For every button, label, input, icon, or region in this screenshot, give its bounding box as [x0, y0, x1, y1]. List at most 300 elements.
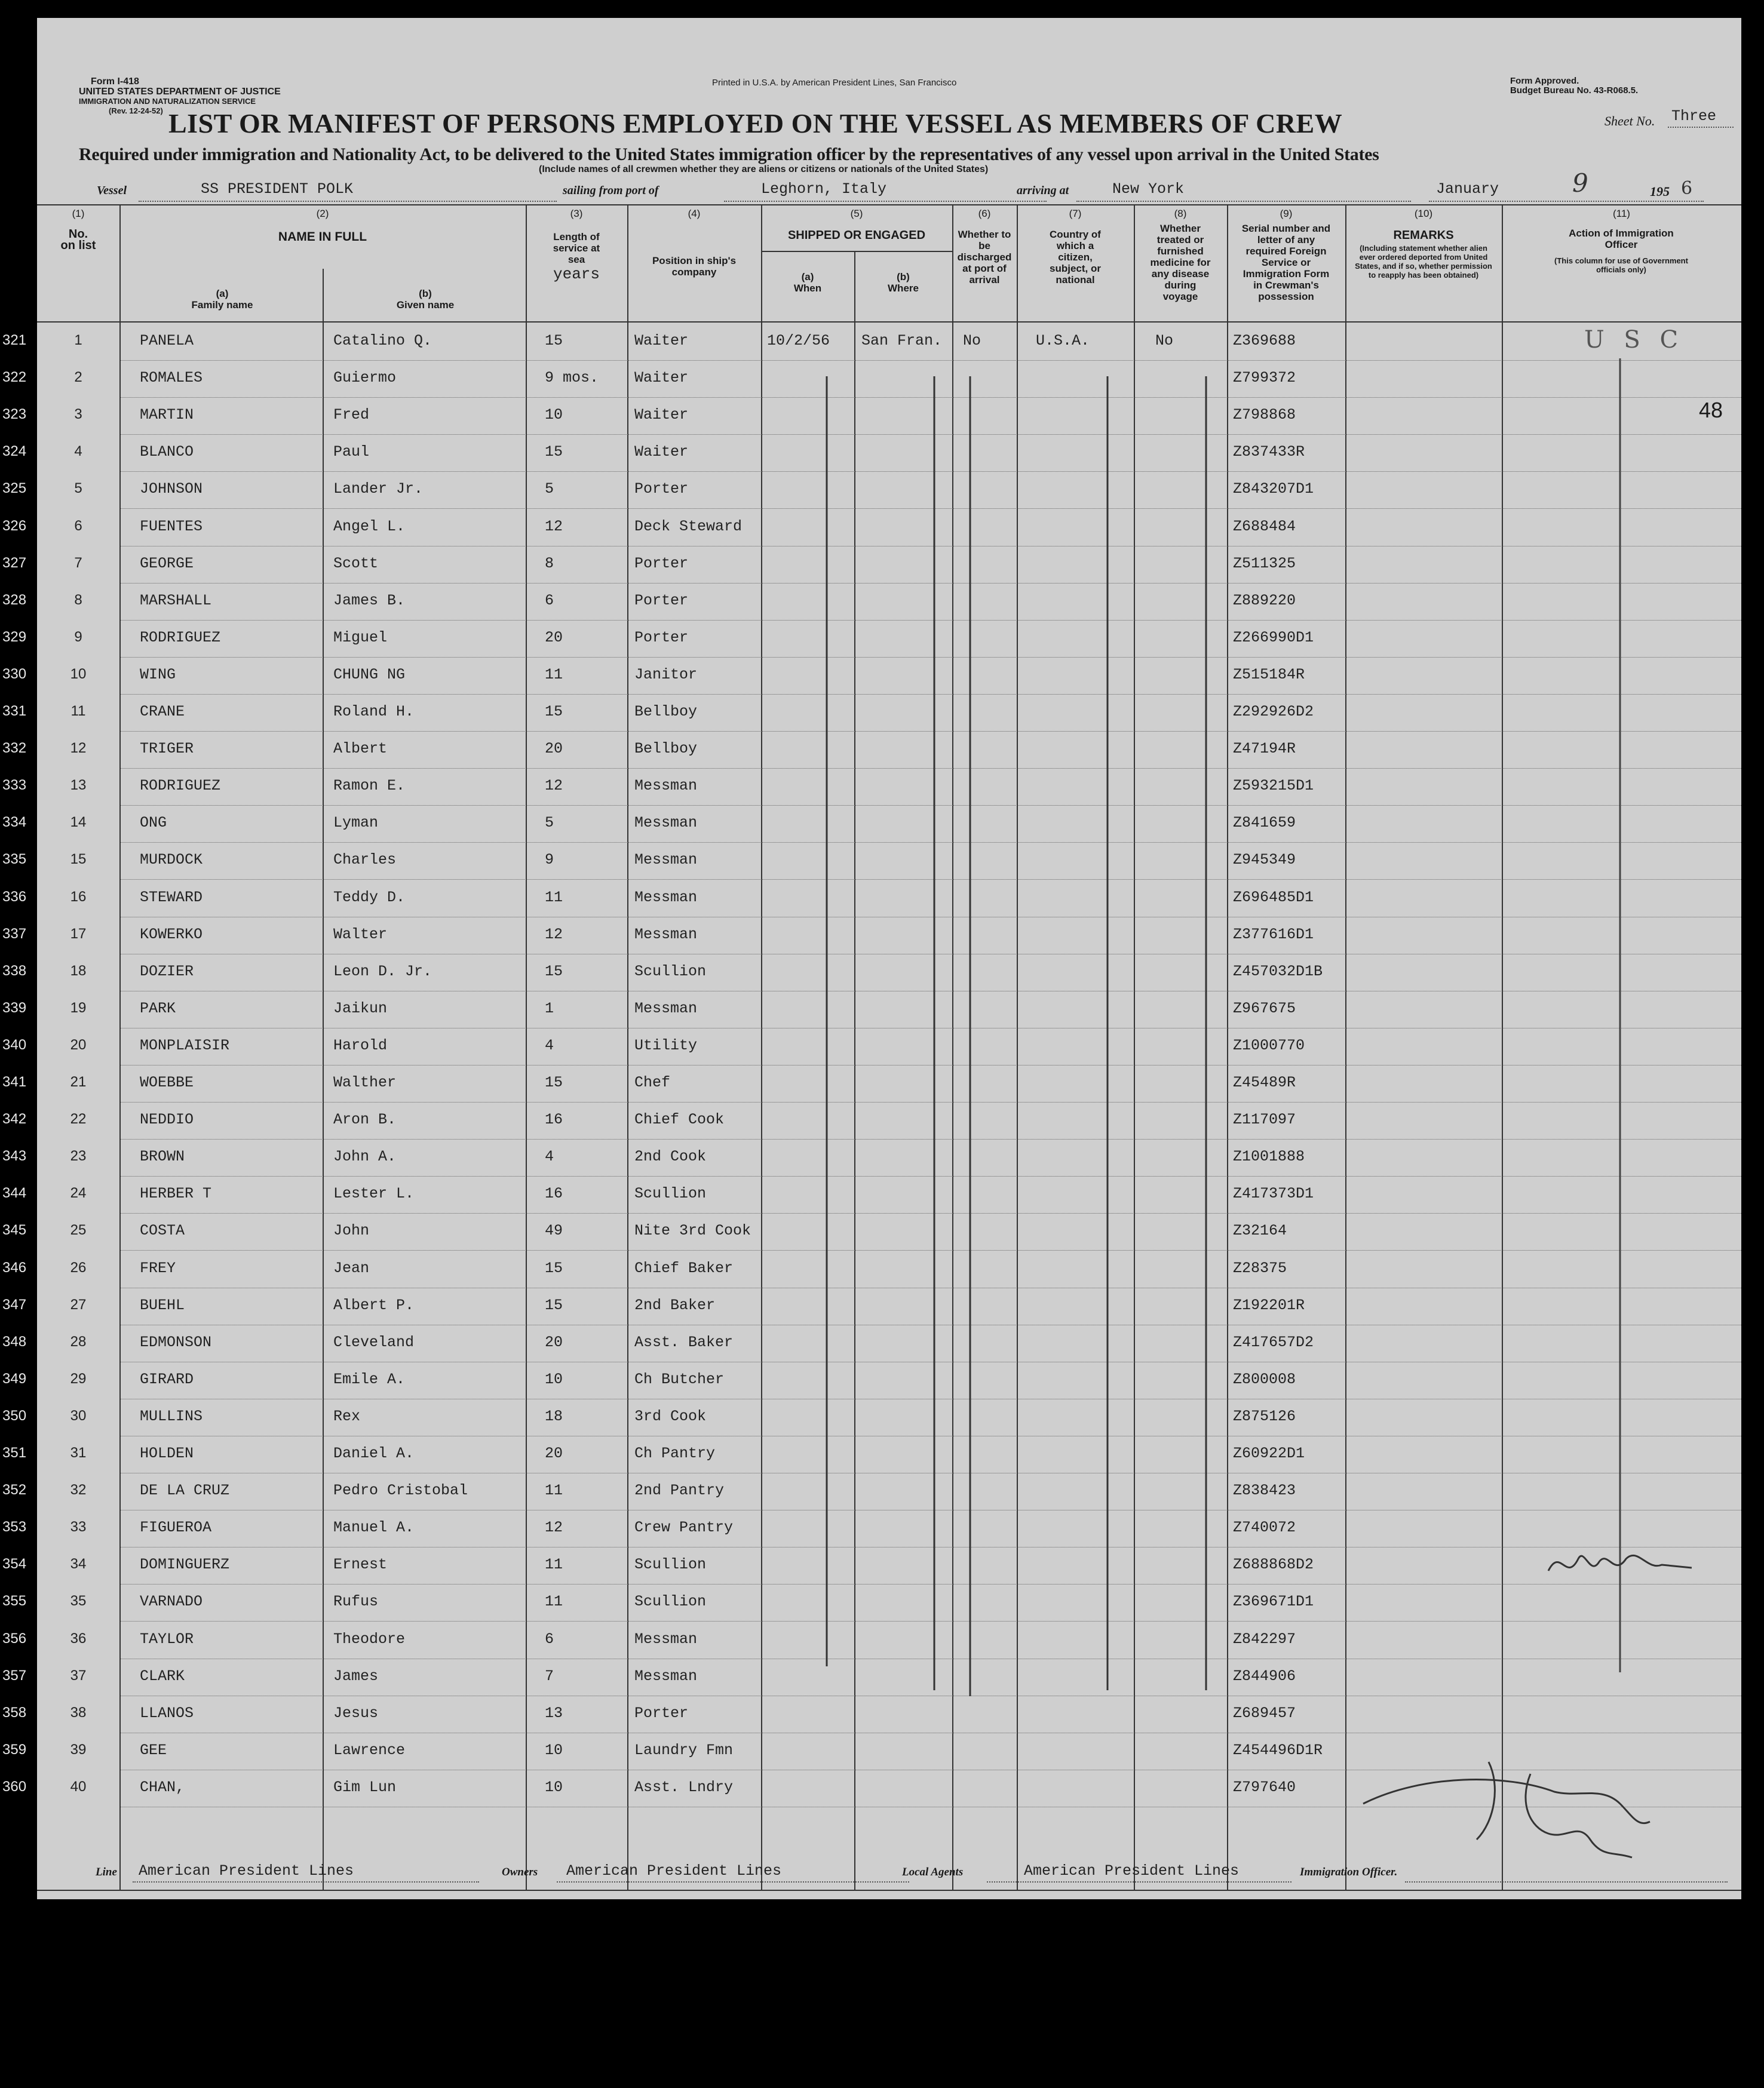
col-11-header: (11) Action of Immigration Officer (This column for use of Government officials only) [1502, 208, 1741, 274]
row-number: 1 [74, 332, 82, 348]
position: Bellboy [634, 740, 698, 758]
family-name: DE LA CRUZ [140, 1482, 230, 1500]
row-number: 8 [74, 591, 82, 608]
given-name: Pedro Cristobal [333, 1482, 468, 1500]
family-name: HERBER T [140, 1185, 212, 1203]
position: Waiter [634, 443, 689, 461]
row-number: 11 [70, 703, 86, 719]
list-number: 329 [2, 628, 27, 645]
years-service: 15 [545, 703, 563, 720]
given-name: Paul [333, 443, 370, 461]
arriving-port: New York [1112, 180, 1185, 198]
given-name: Leon D. Jr. [333, 962, 432, 980]
years-service: 5 [545, 814, 554, 832]
agency-line-3: (Rev. 12-24-52) [109, 106, 163, 115]
serial-number: Z192201R [1233, 1296, 1305, 1314]
col-9-label: Serial number and letter of any required Foreign Service or Immigration Form in Crewman's possession [1241, 223, 1331, 302]
list-number: 360 [2, 1778, 27, 1795]
position: Messman [634, 777, 698, 795]
position: Porter [634, 591, 689, 609]
serial-number: Z688868D2 [1233, 1556, 1314, 1574]
family-name: MARSHALL [140, 591, 212, 609]
serial-number: Z45489R [1233, 1074, 1296, 1091]
position: Scullion [634, 1556, 707, 1574]
years-service: 12 [545, 925, 563, 943]
years-service: 9 [545, 851, 554, 869]
col-10-label: REMARKS [1393, 229, 1454, 242]
medicine: No [1155, 332, 1174, 349]
years-service: 20 [545, 1333, 563, 1351]
position: 2nd Cook [634, 1148, 707, 1166]
years-service: 16 [545, 1185, 563, 1203]
years-service: 4 [545, 1148, 554, 1166]
sailing-label: sailing from port of [563, 184, 659, 197]
list-number: 321 [2, 332, 27, 348]
col-2-label: NAME IN FULL [278, 230, 367, 244]
row-number: 39 [70, 1741, 87, 1758]
position: Waiter [634, 332, 689, 349]
serial-number: Z117097 [1233, 1111, 1296, 1129]
row-number: 13 [70, 777, 87, 794]
years-service: 20 [545, 1445, 563, 1462]
family-name: MARTIN [140, 406, 194, 424]
years-service: 15 [545, 1296, 563, 1314]
list-number: 344 [2, 1185, 27, 1202]
family-name: MULLINS [140, 1407, 203, 1425]
position: Scullion [634, 962, 707, 980]
given-name: Walter [333, 925, 388, 943]
serial-number: Z798868 [1233, 406, 1296, 424]
given-name: Theodore [333, 1630, 406, 1648]
family-name: COSTA [140, 1222, 185, 1240]
agency-line-1: UNITED STATES DEPARTMENT OF JUSTICE [79, 87, 281, 97]
col-11-label: Action of Immigration Officer [1569, 228, 1674, 250]
given-name: Ernest [333, 1556, 388, 1574]
family-name: LLANOS [140, 1704, 194, 1722]
row-number: 25 [70, 1222, 87, 1239]
serial-number: Z842297 [1233, 1630, 1296, 1648]
given-name: Daniel A. [333, 1445, 415, 1462]
years-service: 15 [545, 332, 563, 349]
years-service: 13 [545, 1704, 563, 1722]
list-number: 336 [2, 888, 27, 905]
col-1-label: No. on list [60, 228, 96, 252]
position: Waiter [634, 406, 689, 424]
country: U.S.A. [1036, 332, 1090, 349]
serial-number: Z1001888 [1233, 1148, 1305, 1166]
row-number: 18 [70, 962, 87, 979]
given-name: John [333, 1222, 370, 1240]
years-service: 15 [545, 962, 563, 980]
list-number: 334 [2, 814, 27, 831]
list-number: 345 [2, 1222, 27, 1239]
family-name: WING [140, 665, 176, 683]
row-number: 34 [70, 1556, 87, 1573]
position: 2nd Pantry [634, 1482, 725, 1500]
row-number: 2 [74, 369, 82, 386]
row-number: 37 [70, 1667, 87, 1684]
list-number: 359 [2, 1741, 27, 1758]
line-label: Line [96, 1866, 117, 1878]
position: Ch Pantry [634, 1445, 716, 1462]
list-number: 342 [2, 1111, 27, 1128]
row-number: 40 [70, 1778, 87, 1795]
given-name: Aron B. [333, 1111, 397, 1129]
list-number: 357 [2, 1667, 27, 1684]
row-number: 16 [70, 888, 87, 905]
year-suffix: 6 [1681, 178, 1693, 199]
family-name: CRANE [140, 703, 185, 720]
serial-number: Z369688 [1233, 332, 1296, 349]
family-name: NEDDIO [140, 1111, 194, 1129]
given-name: Albert P. [333, 1296, 415, 1314]
given-name: Charles [333, 851, 397, 869]
list-number: 326 [2, 517, 27, 534]
col-7-label: Country of which a citizen, subject, or national [1050, 229, 1101, 285]
list-number: 327 [2, 554, 27, 571]
family-name: STEWARD [140, 888, 203, 906]
row-number: 22 [70, 1111, 87, 1128]
year-prefix: 195 [1650, 184, 1670, 199]
col-4-header: (4) Position in ship's company [627, 208, 761, 278]
row-number: 26 [70, 1259, 87, 1276]
years-service: 6 [545, 591, 554, 609]
years-service: 49 [545, 1222, 563, 1240]
list-number: 332 [2, 740, 27, 757]
serial-number: Z369671D1 [1233, 1593, 1314, 1611]
list-number: 356 [2, 1630, 27, 1647]
printed-note: Printed in U.S.A. by American President Lines, San Francisco [712, 78, 957, 88]
agents-value: American President Lines [1024, 1862, 1240, 1880]
years-service: 10 [545, 1370, 563, 1388]
agents-label: Local Agents [902, 1866, 964, 1878]
shipped-when: 10/2/56 [767, 332, 830, 349]
serial-number: Z377616D1 [1233, 925, 1314, 943]
years-service: 10 [545, 1778, 563, 1796]
position: Messman [634, 1630, 698, 1648]
col-2-header: (2) NAME IN FULL [119, 208, 526, 242]
position: Chief Baker [634, 1259, 734, 1277]
family-name: ONG [140, 814, 167, 832]
ditto-lines [761, 376, 1239, 1905]
position: 2nd Baker [634, 1296, 716, 1314]
list-number: 331 [2, 703, 27, 719]
given-name: Cleveland [333, 1333, 415, 1351]
given-name: Walther [333, 1074, 397, 1091]
officer-label: Immigration Officer. [1300, 1866, 1398, 1878]
row-number: 20 [70, 1036, 87, 1053]
years-service: 6 [545, 1630, 554, 1648]
list-number: 325 [2, 480, 27, 497]
family-name: ROMALES [140, 369, 203, 387]
serial-number: Z515184R [1233, 665, 1305, 683]
col-8-header: (8) Whether treated or furnished medicine for any disease during voyage [1134, 208, 1227, 302]
position: Bellboy [634, 703, 698, 720]
vessel-name: SS PRESIDENT POLK [201, 180, 354, 198]
years-service: 11 [545, 1482, 563, 1500]
list-number: 330 [2, 665, 27, 682]
row-number: 36 [70, 1630, 87, 1647]
serial-number: Z875126 [1233, 1407, 1296, 1425]
serial-number: Z838423 [1233, 1482, 1296, 1500]
form-approved: Form Approved. [1510, 76, 1579, 86]
serial-number: Z967675 [1233, 999, 1296, 1017]
years-service: 10 [545, 406, 563, 424]
col-5-header: (5) SHIPPED OR ENGAGED [761, 208, 952, 241]
col-9-header: (9) Serial number and letter of any required Foreign Service or Immigration Form in Crewman's possession [1241, 208, 1331, 302]
given-name: Rex [333, 1407, 361, 1425]
row-number: 29 [70, 1370, 87, 1387]
subtitle: Required under immigration and Nationality Act, to be delivered to the United States immigration officer by the representatives of any vessel upon arrival in the United States [79, 145, 1379, 164]
margin-number: 48 [1699, 398, 1723, 422]
col-10-note: (Including statement whether alien ever ordered deported from United States, and if so, whether permission to reapply has been obtained) [1355, 244, 1492, 280]
list-number: 328 [2, 591, 27, 608]
position: Porter [634, 628, 689, 646]
sheet-number: Three [1671, 108, 1717, 125]
given-name: James [333, 1667, 379, 1685]
given-name: Guiermo [333, 369, 397, 387]
family-name: DOZIER [140, 962, 194, 980]
family-name: CLARK [140, 1667, 185, 1685]
family-name: FIGUEROA [140, 1519, 212, 1537]
list-number: 347 [2, 1296, 27, 1313]
serial-number: Z945349 [1233, 851, 1296, 869]
row-number: 7 [74, 554, 82, 571]
row-number: 14 [70, 814, 87, 831]
family-name: BROWN [140, 1148, 185, 1166]
position: Porter [634, 1704, 689, 1722]
list-number: 339 [2, 999, 27, 1016]
position: Scullion [634, 1185, 707, 1203]
years-service: 12 [545, 1519, 563, 1537]
given-name: Scott [333, 554, 379, 572]
family-name: VARNADO [140, 1593, 203, 1611]
serial-number: Z688484 [1233, 517, 1296, 535]
col-1-header: (1) No. on list [60, 208, 96, 252]
given-name: Miguel [333, 628, 388, 646]
family-name: JOHNSON [140, 480, 203, 498]
serial-number: Z417657D2 [1233, 1333, 1314, 1351]
given-name: Harold [333, 1036, 388, 1054]
arrival-day: 9 [1572, 168, 1588, 198]
row-number: 4 [74, 443, 82, 460]
row-number: 21 [70, 1074, 87, 1090]
years-service: 7 [545, 1667, 554, 1685]
col-8-label: Whether treated or furnished medicine for any disease during voyage [1150, 223, 1211, 302]
list-number: 335 [2, 851, 27, 868]
family-name: BUEHL [140, 1296, 185, 1314]
row-number: 24 [70, 1185, 87, 1202]
family-name: BLANCO [140, 443, 194, 461]
row-number: 38 [70, 1704, 87, 1721]
row-number: 12 [70, 740, 87, 757]
serial-number: Z841659 [1233, 814, 1296, 832]
manifest-sheet [2, 18, 1741, 1899]
serial-number: Z799372 [1233, 369, 1296, 387]
arrival-month: January [1436, 180, 1499, 198]
serial-number: Z800008 [1233, 1370, 1296, 1388]
family-name: TAYLOR [140, 1630, 194, 1648]
given-name: Fred [333, 406, 370, 424]
list-number: 341 [2, 1074, 27, 1090]
position: Messman [634, 925, 698, 943]
row-number: 23 [70, 1148, 87, 1165]
years-service: 16 [545, 1111, 563, 1129]
list-number: 350 [2, 1407, 27, 1424]
position: Asst. Baker [634, 1333, 734, 1351]
serial-number: Z60922D1 [1233, 1445, 1305, 1462]
row-number: 33 [70, 1519, 87, 1536]
col-5b-label: (b) Where [888, 271, 919, 294]
position: Messman [634, 814, 698, 832]
vessel-label: Vessel [97, 184, 127, 197]
list-number: 340 [2, 1036, 27, 1053]
row-number: 15 [70, 851, 87, 868]
row-number: 30 [70, 1407, 87, 1424]
list-number: 352 [2, 1482, 27, 1499]
position: Scullion [634, 1593, 707, 1611]
serial-number: Z47194R [1233, 740, 1296, 758]
row-number: 28 [70, 1333, 87, 1350]
position: Asst. Lndry [634, 1778, 734, 1796]
given-name: Roland H. [333, 703, 415, 720]
years-service: 11 [545, 888, 563, 906]
serial-number: Z292926D2 [1233, 703, 1314, 720]
given-name: Gim Lun [333, 1778, 397, 1796]
form-number: Form I-418 [91, 76, 139, 87]
row-number: 17 [70, 925, 87, 942]
approval-block [1510, 76, 1638, 96]
family-name: TRIGER [140, 740, 194, 758]
serial-number: Z689457 [1233, 1704, 1296, 1722]
position: Deck Steward [634, 517, 743, 535]
row-number: 27 [70, 1296, 87, 1313]
years-service: 11 [545, 665, 563, 683]
col-3-units: years [553, 265, 600, 283]
officer-signature [1351, 1738, 1686, 1875]
years-service: 18 [545, 1407, 563, 1425]
serial-number: Z797640 [1233, 1778, 1296, 1796]
family-name: GEE [140, 1741, 167, 1759]
family-name: MONPLAISIR [140, 1036, 230, 1054]
list-number: 353 [2, 1519, 27, 1536]
given-name: James B. [333, 591, 406, 609]
list-number: 343 [2, 1148, 27, 1165]
serial-number: Z843207D1 [1233, 480, 1314, 498]
serial-number: Z696485D1 [1233, 888, 1314, 906]
serial-number: Z889220 [1233, 591, 1296, 609]
col-2a-label: (a) Family name [191, 288, 253, 311]
position: Nite 3rd Cook [634, 1222, 751, 1240]
usc-annotation: U S C [1584, 326, 1685, 354]
serial-number: Z457032D1B [1233, 962, 1323, 980]
sailing-port: Leghorn, Italy [761, 180, 887, 198]
row-number: 3 [74, 406, 82, 423]
years-service: 5 [545, 480, 554, 498]
col-6-header: (6) Whether to be discharged at port of arrival [952, 208, 1017, 285]
list-number: 333 [2, 777, 27, 794]
list-number: 346 [2, 1259, 27, 1276]
col-2b-label: (b) Given name [396, 288, 455, 311]
given-name: CHUNG NG [333, 665, 406, 683]
serial-number: Z844906 [1233, 1667, 1296, 1685]
family-name: CHAN, [140, 1778, 185, 1796]
agency-line-2: IMMIGRATION AND NATURALIZATION SERVICE [79, 97, 256, 106]
list-number: 322 [2, 369, 27, 386]
given-name: Lester L. [333, 1185, 415, 1203]
years-service: 12 [545, 777, 563, 795]
row-number: 9 [74, 628, 82, 645]
given-name: Jean [333, 1259, 370, 1277]
position: Utility [634, 1036, 698, 1054]
list-number: 355 [2, 1593, 27, 1610]
position: Porter [634, 480, 689, 498]
family-name: MURDOCK [140, 851, 203, 869]
owners-value: American President Lines [566, 1862, 782, 1880]
years-service: 9 mos. [545, 369, 599, 387]
position: Laundry Fmn [634, 1741, 734, 1759]
col-4-label: Position in ship's company [652, 255, 737, 278]
list-number: 354 [2, 1556, 27, 1573]
serial-number: Z266990D1 [1233, 628, 1314, 646]
given-name: Angel L. [333, 517, 406, 535]
family-name: KOWERKO [140, 925, 203, 943]
row-number: 35 [70, 1593, 87, 1610]
line-value: American President Lines [139, 1862, 354, 1880]
given-name: Jaikun [333, 999, 388, 1017]
serial-number: Z417373D1 [1233, 1185, 1314, 1203]
list-number: 324 [2, 443, 27, 460]
years-service: 1 [545, 999, 554, 1017]
family-name: PARK [140, 999, 176, 1017]
given-name: Emile A. [333, 1370, 406, 1388]
years-service: 8 [545, 554, 554, 572]
col-5a-label: (a) When [793, 271, 822, 294]
years-service: 15 [545, 1074, 563, 1091]
years-service: 10 [545, 1741, 563, 1759]
row-number: 19 [70, 999, 87, 1016]
row-number: 10 [70, 665, 87, 682]
serial-number: Z511325 [1233, 554, 1296, 572]
serial-number: Z837433R [1233, 443, 1305, 461]
family-name: FUENTES [140, 517, 203, 535]
given-name: Manuel A. [333, 1519, 415, 1537]
budget-bureau: Budget Bureau No. 43-R068.5. [1510, 85, 1639, 96]
shipped-where: San Fran. [861, 332, 943, 349]
col-11-note: (This column for use of Government officials only) [1554, 256, 1688, 274]
given-name: Teddy D. [333, 888, 406, 906]
given-name: Catalino Q. [333, 332, 432, 349]
years-service: 11 [545, 1556, 563, 1574]
given-name: Lyman [333, 814, 379, 832]
serial-number: Z740072 [1233, 1519, 1296, 1537]
list-number: 351 [2, 1445, 27, 1461]
position: Waiter [634, 369, 689, 387]
crew-row [2, 324, 1741, 361]
page-title: LIST OR MANIFEST OF PERSONS EMPLOYED ON THE VESSEL AS MEMBERS OF CREW [168, 108, 1343, 139]
given-name: Albert [333, 740, 388, 758]
family-name: DOMINGUERZ [140, 1556, 230, 1574]
years-service: 12 [545, 517, 563, 535]
years-service: 4 [545, 1036, 554, 1054]
given-name: Rufus [333, 1593, 379, 1611]
col-5-label: SHIPPED OR ENGAGED [787, 229, 926, 242]
serial-number: Z32164 [1233, 1222, 1287, 1240]
family-name: RODRIGUEZ [140, 777, 221, 795]
serial-number: Z593215D1 [1233, 777, 1314, 795]
given-name: Jesus [333, 1704, 379, 1722]
arriving-label: arriving at [1017, 184, 1069, 197]
